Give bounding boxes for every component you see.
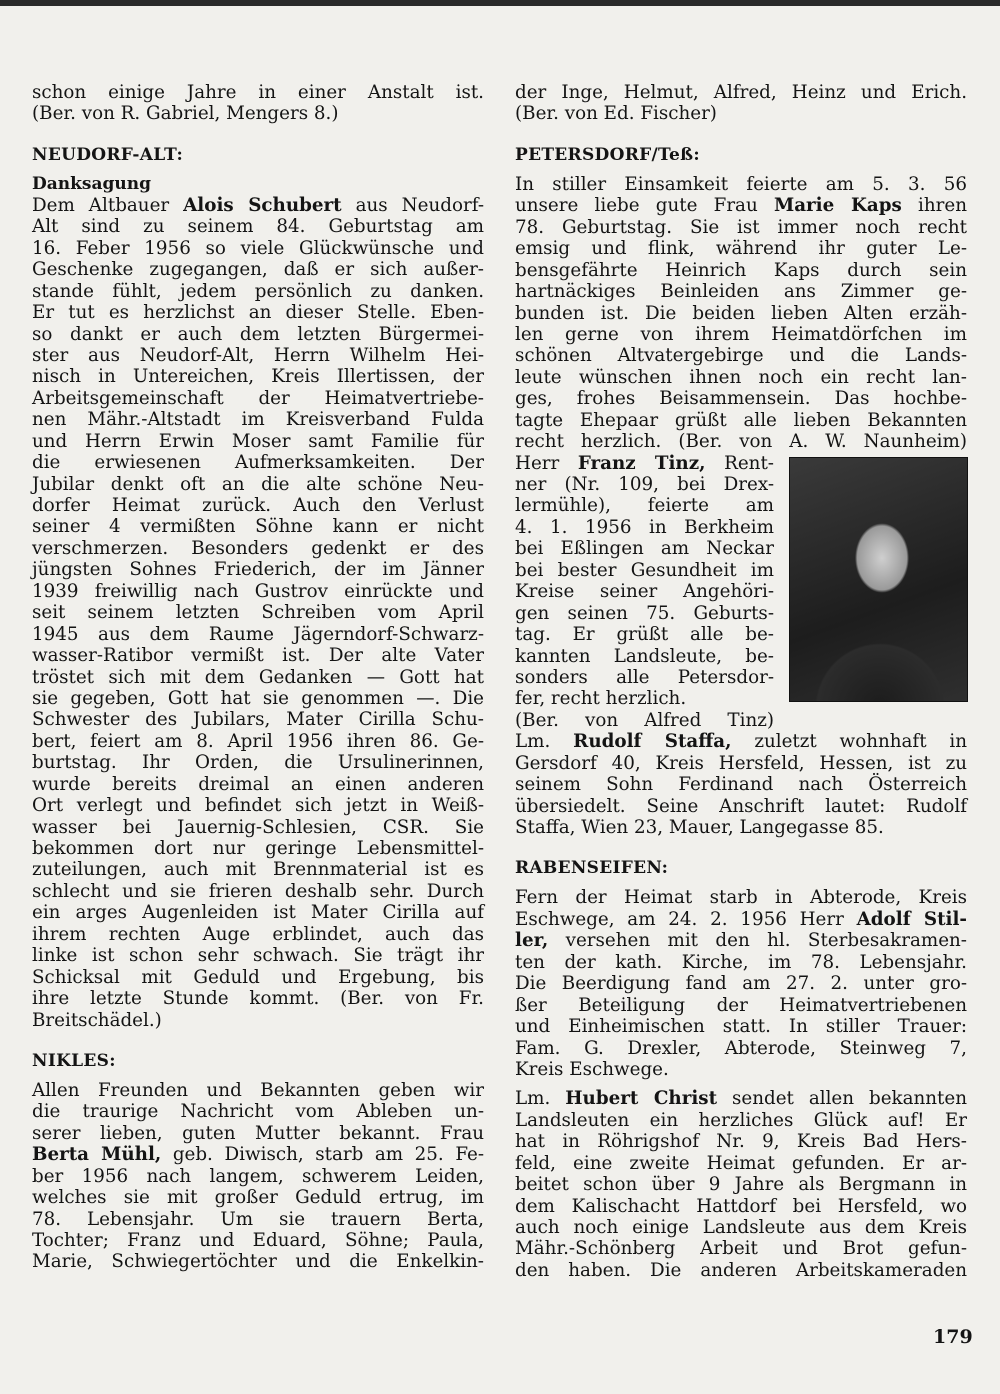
scan-edge bbox=[0, 0, 1000, 6]
text-line: Lm. Rudolf Staffa, zuletzt wohnhaft in bbox=[515, 731, 968, 753]
text-line: übersiedelt. Seine Anschrift lautet: Rudolf bbox=[515, 795, 967, 817]
text-line: und Herrn Erwin Moser samt Familie für bbox=[32, 430, 484, 452]
person-name: ler, bbox=[515, 930, 549, 952]
text-line: wurde bereits dreimal an einen anderen bbox=[32, 773, 484, 795]
text-line: 78. Lebensjahr. Um sie trauern Berta, bbox=[32, 1208, 484, 1230]
text-line: Kreis Eschwege. bbox=[515, 1058, 669, 1080]
text-line: Staffa, Wien 23, Mauer, Langegasse 85. bbox=[515, 817, 884, 838]
text-line: die traurige Nachricht vom Ableben un- bbox=[32, 1101, 484, 1123]
text-line: In stiller Einsamkeit feierte am 5. 3. 56 bbox=[515, 173, 967, 195]
text-line: und Einheimischen statt. In stiller Trauer: bbox=[515, 1016, 967, 1038]
text-line: wasser bei Jauernig-Schlesien, CSR. Sie bbox=[32, 816, 484, 838]
text-line: Dem Altbauer Alois Schubert aus Neudorf- bbox=[32, 194, 484, 216]
text-line: tagte Ehepaar grüßt alle lieben Bekannten bbox=[515, 409, 967, 431]
text-line: verschmerzen. Besonders gedenkt er des bbox=[32, 537, 484, 559]
section-heading-petersdorf: PETERSDORF/Teß: bbox=[515, 144, 700, 165]
person-name: Berta Mühl, bbox=[32, 1144, 162, 1166]
text-line: (Ber. von Alfred Tinz) bbox=[515, 709, 774, 731]
text-line: emsig und flink, während ihr guter Le- bbox=[515, 238, 967, 260]
text-line: (Ber. von R. Gabriel, Mengers 8.) bbox=[32, 103, 339, 125]
text-line: len gerne von ihrem Heimatdörfchen im bbox=[515, 323, 967, 345]
text-line: Fern der Heimat starb in Abterode, Kreis bbox=[515, 887, 967, 909]
text-line: 78. Geburtstag. Sie ist immer noch recht bbox=[515, 216, 967, 238]
text-line: sonders alle Petersdor- bbox=[515, 666, 774, 688]
text-line: Schicksal mit Geduld und Ergebung, bis bbox=[32, 966, 484, 988]
text-line: Kreise seiner Angehöri- bbox=[515, 581, 774, 603]
text-line: bekommen dort nur geringe Lebensmittel- bbox=[32, 838, 484, 859]
section-heading-rabenseifen: RABENSEIFEN: bbox=[515, 858, 669, 879]
section-heading-nikles: NIKLES: bbox=[32, 1050, 116, 1071]
text-line: bensgefährte Heinrich Kaps durch sein bbox=[515, 259, 967, 281]
text-line: burtstag. Ihr Orden, die Ursulinerinnen, bbox=[32, 752, 484, 774]
section-heading-neudorf-alt: NEUDORF-ALT: bbox=[32, 144, 184, 165]
right-column bbox=[515, 82, 967, 1281]
text-line: bei Eßlingen am Neckar bbox=[515, 538, 774, 560]
text-line: Lm. Hubert Christ sendet allen bekannten bbox=[515, 1088, 967, 1110]
text-line: ein arges Augenleiden ist Mater Cirilla auf bbox=[32, 902, 484, 924]
text-line: ler, versehen mit den hl. Sterbesakramen- bbox=[515, 930, 967, 952]
text-line: Herr Franz Tinz, Rent- bbox=[515, 452, 774, 474]
text-line: welches sie mit großer Geduld ertrug, im bbox=[32, 1187, 484, 1209]
text-line: dorfer Heimat zurück. Auch den Verlust bbox=[32, 495, 484, 516]
text-line: Gersdorf 40, Kreis Hersfeld, Hessen, ist zu bbox=[515, 752, 967, 774]
text-line: bert, feiert am 8. April 1956 ihren 86. Ge- bbox=[32, 730, 484, 752]
text-line: Tochter; Franz und Eduard, Söhne; Paula, bbox=[32, 1230, 484, 1251]
text-line: schlecht und sie frieren deshalb sehr. Durch bbox=[32, 880, 484, 902]
text-line: ner (Nr. 109, bei Drex- bbox=[515, 474, 774, 495]
text-line: den haben. Die anderen Arbeitskameraden bbox=[515, 1259, 967, 1281]
person-name: Adolf Stil- bbox=[856, 908, 967, 930]
page-number: 179 bbox=[933, 1326, 973, 1348]
text-line: Eschwege, am 24. 2. 1956 Herr Adolf Stil- bbox=[515, 908, 967, 930]
text-line: feld, eine zweite Heimat gefunden. Er ar- bbox=[515, 1152, 967, 1174]
text-line: tag. Er grüßt alle be- bbox=[515, 624, 774, 646]
text-line: gen seinen 75. Geburts- bbox=[515, 602, 774, 624]
text-line: Er tut es herzlichst an dieser Stelle. Eben- bbox=[32, 302, 484, 324]
text-line: 1945 aus dem Raume Jägerndorf-Schwarz- bbox=[32, 623, 484, 645]
text-line: Geschenke zugegangen, daß er sich außer- bbox=[32, 259, 484, 281]
text-line: schon einige Jahre in einer Anstalt ist. bbox=[32, 82, 484, 103]
text-line: sie gegeben, Gott hat sie genommen —. Die bbox=[32, 687, 484, 709]
text-line: Schwester des Jubilars, Mater Cirilla Schu- bbox=[32, 709, 484, 731]
text-line: unsere liebe gute Frau Marie Kaps ihren bbox=[515, 195, 967, 217]
text-line: schönen Altvatergebirge und die Lands- bbox=[515, 345, 967, 367]
text-line: Berta Mühl, geb. Diwisch, starb am 25. Fe- bbox=[32, 1144, 484, 1166]
text-line: nisch in Untereichen, Kreis Illertissen, der bbox=[32, 366, 484, 388]
left-column bbox=[32, 82, 484, 1273]
text-line: ihrem rechten Auge erblindet, auch das bbox=[32, 923, 484, 945]
text-line: Alt sind zu seinem 84. Geburtstag am bbox=[32, 216, 484, 238]
text-line: so dankt er auch dem letzten Bürgermei- bbox=[32, 323, 484, 345]
text-line: 16. Feber 1956 so viele Glückwünsche und bbox=[32, 237, 484, 259]
person-name: Hubert Christ bbox=[565, 1088, 718, 1110]
text-line: tröstet sich mit dem Gedanken — Gott hat bbox=[32, 666, 484, 688]
text-line: (Ber. von Ed. Fischer) bbox=[515, 103, 717, 125]
text-line: Mähr.-Schönberg Arbeit und Brot gefun- bbox=[515, 1238, 967, 1260]
tinz-block bbox=[515, 453, 967, 732]
text-line: beitet schon über 9 Jahre als Bergmann in bbox=[515, 1174, 967, 1196]
text-line: Jubilar denkt oft an die alte schöne Neu- bbox=[32, 473, 484, 495]
text-line: lermühle), feierte am bbox=[515, 495, 774, 517]
text-line: ihre letzte Stunde kommt. (Ber. von Fr. bbox=[32, 988, 484, 1010]
text-line: fer, recht herzlich. bbox=[515, 688, 687, 710]
text-line: hat in Röhrigshof Nr. 9, Kreis Bad Hers- bbox=[515, 1131, 967, 1153]
text-line: hartnäckiges Beinleiden ans Zimmer ge- bbox=[515, 281, 967, 303]
text-line: ten der kath. Kirche, im 78. Lebensjahr. bbox=[515, 951, 967, 973]
text-line: recht herzlich. (Ber. von A. W. Naunheim) bbox=[515, 431, 967, 453]
text-line: ges, frohes Beisammensein. Das hochbe- bbox=[515, 388, 967, 410]
text-line: bei bester Gesundheit im bbox=[515, 559, 774, 581]
text-line: Allen Freunden und Bekannten geben wir bbox=[32, 1079, 484, 1101]
text-line: ßer Beteiligung der Heimatvertriebenen bbox=[515, 994, 967, 1016]
text-line: serer lieben, guten Mutter bekannt. Frau bbox=[32, 1122, 484, 1144]
person-name: Franz Tinz, bbox=[577, 452, 706, 474]
text-line: zuteilungen, auch mit Brennmaterial ist es bbox=[32, 859, 484, 881]
text-line: auch noch einige Landsleute aus dem Kreis bbox=[515, 1217, 967, 1238]
text-line: seiner 4 vermißten Söhne kann er nicht bbox=[32, 516, 484, 538]
text-line: seit seinem letzten Schreiben vom April bbox=[32, 602, 484, 624]
portrait-photo bbox=[789, 457, 968, 702]
text-line: leute wünschen ihnen noch ein recht lan- bbox=[515, 366, 967, 388]
person-name: Rudolf Staffa, bbox=[573, 731, 732, 753]
text-line: Die Beerdigung fand am 27. 2. unter gro- bbox=[515, 973, 967, 995]
subheading-danksagung: Danksagung bbox=[32, 173, 151, 194]
text-line: kannten Landsleute, be- bbox=[515, 645, 774, 667]
text-line: bunden ist. Die beiden lieben Alten erzäh- bbox=[515, 302, 967, 324]
text-line: linke ist schon sehr schwach. Sie trägt ihr bbox=[32, 945, 484, 967]
text-line: jüngsten Sohnes Friederich, der im Jänner bbox=[32, 559, 484, 581]
text-line: dem Kalischacht Hattdorf bei Hersfeld, wo bbox=[515, 1195, 967, 1217]
text-line: Landsleuten ein herzliches Glück auf! Er bbox=[515, 1109, 967, 1131]
text-line: Ort verlegt und befindet sich jetzt in Weiß- bbox=[32, 795, 484, 817]
text-line: 1939 freiwillig nach Gustrov einrückte und bbox=[32, 580, 484, 602]
text-line: Arbeitsgemeinschaft der Heimatvertriebe- bbox=[32, 387, 484, 409]
text-line: Breitschädel.) bbox=[32, 1009, 162, 1031]
text-line: ster aus Neudorf-Alt, Herrn Wilhelm Hei- bbox=[32, 344, 484, 366]
text-line: Fam. G. Drexler, Abterode, Steinweg 7, bbox=[515, 1037, 967, 1059]
text-line: stande fühlt, jedem persönlich zu danken. bbox=[32, 280, 484, 302]
text-line: 4. 1. 1956 in Berkheim bbox=[515, 516, 774, 538]
text-line: der Inge, Helmut, Alfred, Heinz und Erich. bbox=[515, 82, 967, 103]
text-line: wasser-Ratibor vermißt ist. Der alte Vater bbox=[32, 645, 484, 667]
text-line: Marie, Schwiegertöchter und die Enkelkin- bbox=[32, 1251, 484, 1273]
text-line: nen Mähr.-Altstadt im Kreisverband Fulda bbox=[32, 409, 484, 431]
person-name: Alois Schubert bbox=[183, 194, 342, 216]
text-line: ber 1956 nach langem, schwerem Leiden, bbox=[32, 1165, 484, 1187]
person-name: Marie Kaps bbox=[773, 195, 902, 217]
text-line: seinem Sohn Ferdinand nach Österreich bbox=[515, 774, 967, 796]
text-line: die erwiesenen Aufmerksamkeiten. Der bbox=[32, 452, 484, 474]
